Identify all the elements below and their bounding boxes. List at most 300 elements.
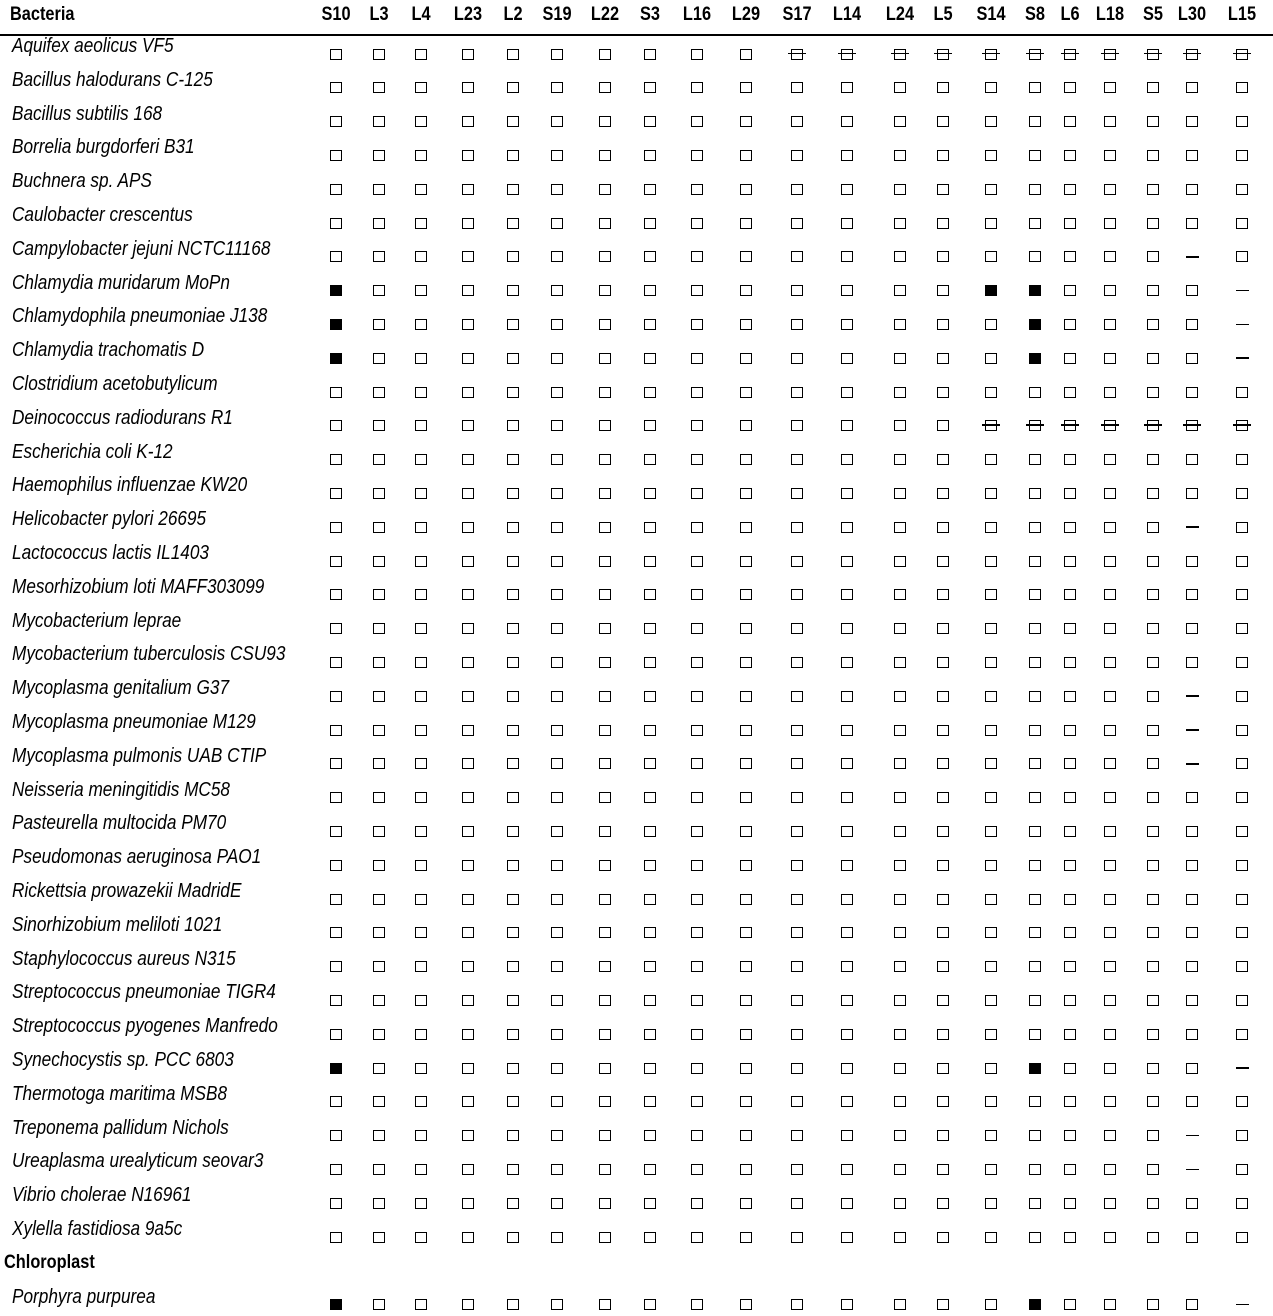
cell-empty (462, 387, 474, 398)
cell-empty (791, 488, 803, 499)
cell-empty (330, 1164, 342, 1175)
cell-empty (599, 184, 611, 195)
cell-empty (415, 218, 427, 229)
cell-empty (937, 961, 949, 972)
cell-empty (791, 82, 803, 93)
cell-empty (985, 556, 997, 567)
cell-empty (1104, 1299, 1116, 1310)
cell-empty (1064, 319, 1076, 330)
cell-empty (551, 995, 563, 1006)
cell-empty (937, 894, 949, 905)
cell-empty (644, 488, 656, 499)
cell-empty (1064, 995, 1076, 1006)
cell-empty (599, 522, 611, 533)
cell-empty (740, 826, 752, 837)
cell-empty (551, 1096, 563, 1107)
cell-empty (937, 488, 949, 499)
cell-empty (1147, 285, 1159, 296)
cell-empty (791, 589, 803, 600)
cell-empty (791, 657, 803, 668)
cell-empty (1104, 691, 1116, 702)
cell-empty (1236, 82, 1248, 93)
cell-empty (1029, 758, 1041, 769)
cell-empty (1236, 826, 1248, 837)
cell-empty (1236, 1198, 1248, 1209)
cell-empty (373, 725, 385, 736)
row-label: Clostridium acetobutylicum (12, 373, 218, 395)
cell-empty (415, 657, 427, 668)
cell-empty (1029, 1232, 1041, 1243)
cell-empty (1104, 387, 1116, 398)
cell-empty (841, 420, 853, 431)
cell-empty (462, 488, 474, 499)
cell-empty (740, 49, 752, 60)
cell-empty (937, 1130, 949, 1141)
cell-empty (1104, 454, 1116, 465)
cell-empty (740, 1198, 752, 1209)
cell-empty (791, 995, 803, 1006)
cell-empty (1186, 1096, 1198, 1107)
column-header: L24 (885, 4, 915, 25)
cell-empty (1029, 860, 1041, 871)
cell-empty (507, 1029, 519, 1040)
cell-empty (985, 1198, 997, 1209)
cell-empty (644, 1096, 656, 1107)
column-header: S10 (321, 4, 351, 25)
cell-empty (644, 792, 656, 803)
cell-empty (894, 251, 906, 262)
cell-empty (415, 995, 427, 1006)
cell-empty (1186, 826, 1198, 837)
cell-empty (937, 353, 949, 364)
row-label: Mycobacterium leprae (12, 609, 182, 632)
cell-empty (1147, 725, 1159, 736)
column-header: L23 (453, 4, 483, 25)
section-heading: Chloroplast (4, 1251, 95, 1273)
cell-empty (894, 792, 906, 803)
cell-empty (644, 1299, 656, 1310)
cell-empty (1064, 1096, 1076, 1107)
cell-empty (937, 319, 949, 330)
cell-empty (740, 758, 752, 769)
cell-empty (740, 894, 752, 905)
cell-empty (599, 218, 611, 229)
cell-empty (1104, 116, 1116, 127)
cell-empty (740, 488, 752, 499)
cell-empty (894, 894, 906, 905)
cell-empty (1064, 961, 1076, 972)
cell-empty (330, 387, 342, 398)
cell-empty (1147, 1096, 1159, 1107)
cell-empty (985, 150, 997, 161)
cell-empty (1029, 623, 1041, 634)
cell-empty (1029, 894, 1041, 905)
cell-dash (1186, 695, 1199, 697)
cell-empty (937, 387, 949, 398)
cell-empty (644, 116, 656, 127)
cell-empty (644, 961, 656, 972)
cell-empty (415, 1096, 427, 1107)
cell-empty (373, 1232, 385, 1243)
cell-empty (1236, 522, 1248, 533)
cell-empty (1186, 1029, 1198, 1040)
cell-empty (330, 251, 342, 262)
cell-empty (1064, 860, 1076, 871)
cell-empty (507, 657, 519, 668)
cell-struck (937, 49, 949, 60)
cell-empty (985, 184, 997, 195)
cell-empty (1236, 1232, 1248, 1243)
cell-empty (373, 218, 385, 229)
cell-empty (894, 1096, 906, 1107)
cell-empty (791, 1096, 803, 1107)
cell-empty (551, 1299, 563, 1310)
column-header: S19 (542, 4, 572, 25)
cell-empty (1104, 860, 1116, 871)
column-header: S14 (976, 4, 1006, 25)
cell-empty (791, 1232, 803, 1243)
cell-empty (691, 1130, 703, 1141)
cell-empty (985, 589, 997, 600)
cell-empty (462, 995, 474, 1006)
row-label: Pseudomonas aeruginosa PAO1 (12, 846, 262, 869)
cell-empty (507, 1232, 519, 1243)
cell-empty (462, 1029, 474, 1040)
cell-empty (644, 150, 656, 161)
cell-empty (599, 826, 611, 837)
cell-empty (415, 82, 427, 93)
cell-empty (644, 319, 656, 330)
cell-empty (373, 251, 385, 262)
row-label: Treponema pallidum Nichols (12, 1116, 229, 1139)
cell-empty (985, 488, 997, 499)
cell-empty (791, 556, 803, 567)
cell-empty (691, 961, 703, 972)
cell-empty (599, 894, 611, 905)
cell-empty (1064, 251, 1076, 262)
cell-empty (599, 454, 611, 465)
cell-empty (1064, 353, 1076, 364)
cell-empty (462, 116, 474, 127)
cell-empty (1186, 82, 1198, 93)
cell-struck (1147, 420, 1159, 431)
cell-empty (462, 218, 474, 229)
cell-empty (1064, 488, 1076, 499)
cell-empty (691, 49, 703, 60)
cell-empty (894, 1063, 906, 1074)
cell-empty (599, 1063, 611, 1074)
cell-empty (691, 488, 703, 499)
cell-filled (330, 285, 342, 296)
cell-empty (330, 792, 342, 803)
cell-empty (841, 488, 853, 499)
cell-dash (1186, 1135, 1199, 1137)
cell-empty (691, 826, 703, 837)
cell-empty (691, 116, 703, 127)
cell-dash (1236, 1304, 1249, 1306)
cell-empty (894, 589, 906, 600)
cell-empty (507, 353, 519, 364)
cell-empty (1236, 1029, 1248, 1040)
cell-empty (599, 556, 611, 567)
cell-empty (740, 218, 752, 229)
cell-empty (330, 623, 342, 634)
cell-empty (985, 927, 997, 938)
cell-empty (841, 1063, 853, 1074)
cell-empty (1186, 150, 1198, 161)
cell-empty (1029, 725, 1041, 736)
cell-empty (937, 285, 949, 296)
cell-empty (691, 218, 703, 229)
cell-empty (415, 792, 427, 803)
cell-empty (551, 894, 563, 905)
cell-empty (1186, 1063, 1198, 1074)
cell-empty (1064, 623, 1076, 634)
cell-empty (462, 1198, 474, 1209)
cell-empty (937, 218, 949, 229)
row-label: Ureaplasma urealyticum seovar3 (12, 1150, 264, 1173)
cell-empty (1186, 454, 1198, 465)
cell-empty (507, 826, 519, 837)
cell-empty (644, 49, 656, 60)
cell-empty (985, 657, 997, 668)
cell-empty (985, 758, 997, 769)
cell-empty (644, 454, 656, 465)
cell-empty (937, 860, 949, 871)
cell-empty (1104, 353, 1116, 364)
cell-empty (507, 218, 519, 229)
cell-empty (507, 1063, 519, 1074)
cell-empty (740, 961, 752, 972)
cell-empty (1236, 927, 1248, 938)
cell-empty (644, 285, 656, 296)
cell-empty (462, 1130, 474, 1141)
cell-empty (985, 860, 997, 871)
cell-empty (1064, 1232, 1076, 1243)
cell-empty (507, 1130, 519, 1141)
cell-empty (1147, 657, 1159, 668)
cell-empty (462, 961, 474, 972)
cell-empty (415, 116, 427, 127)
cell-empty (691, 184, 703, 195)
cell-empty (599, 488, 611, 499)
cell-empty (1029, 1198, 1041, 1209)
cell-empty (894, 623, 906, 634)
cell-empty (462, 522, 474, 533)
cell-empty (599, 1029, 611, 1040)
cell-empty (462, 1164, 474, 1175)
cell-empty (1147, 1299, 1159, 1310)
cell-empty (1104, 792, 1116, 803)
cell-empty (985, 826, 997, 837)
cell-empty (691, 420, 703, 431)
row-label: Escherichia coli K-12 (12, 440, 173, 463)
cell-empty (507, 488, 519, 499)
column-header: L5 (933, 4, 953, 25)
cell-empty (462, 725, 474, 736)
header-rule (0, 34, 1273, 36)
cell-empty (841, 826, 853, 837)
cell-empty (415, 285, 427, 296)
cell-empty (791, 522, 803, 533)
cell-empty (415, 1029, 427, 1040)
cell-filled (1029, 319, 1041, 330)
cell-empty (894, 420, 906, 431)
cell-empty (1064, 285, 1076, 296)
column-header: L6 (1060, 4, 1080, 25)
cell-empty (373, 623, 385, 634)
cell-empty (373, 961, 385, 972)
cell-empty (1064, 82, 1076, 93)
cell-empty (415, 758, 427, 769)
cell-empty (373, 758, 385, 769)
cell-empty (740, 454, 752, 465)
cell-empty (841, 657, 853, 668)
cell-empty (1029, 1096, 1041, 1107)
cell-empty (462, 826, 474, 837)
cell-empty (791, 1063, 803, 1074)
cell-empty (373, 657, 385, 668)
cell-empty (644, 894, 656, 905)
cell-empty (1104, 522, 1116, 533)
cell-empty (373, 319, 385, 330)
cell-empty (1064, 589, 1076, 600)
row-label: Haemophilus influenzae KW20 (12, 474, 248, 497)
cell-empty (841, 894, 853, 905)
cell-empty (599, 927, 611, 938)
cell-empty (1147, 1198, 1159, 1209)
cell-empty (937, 116, 949, 127)
cell-empty (841, 387, 853, 398)
cell-filled (330, 1063, 342, 1074)
cell-empty (894, 522, 906, 533)
cell-empty (1064, 1198, 1076, 1209)
column-header: L30 (1177, 4, 1207, 25)
cell-empty (1029, 995, 1041, 1006)
cell-empty (1236, 657, 1248, 668)
cell-empty (740, 353, 752, 364)
cell-empty (415, 387, 427, 398)
cell-empty (740, 319, 752, 330)
cell-empty (691, 150, 703, 161)
cell-empty (373, 285, 385, 296)
cell-empty (894, 353, 906, 364)
column-header: L22 (590, 4, 620, 25)
cell-empty (894, 82, 906, 93)
row-label: Bacillus subtilis 168 (12, 102, 163, 125)
cell-empty (551, 488, 563, 499)
cell-empty (373, 1130, 385, 1141)
cell-empty (1147, 691, 1159, 702)
cell-empty (1236, 251, 1248, 262)
cell-empty (691, 251, 703, 262)
cell-filled (1029, 353, 1041, 364)
cell-empty (1104, 1164, 1116, 1175)
cell-empty (791, 961, 803, 972)
cell-empty (462, 184, 474, 195)
cell-empty (791, 691, 803, 702)
cell-empty (1104, 927, 1116, 938)
row-label: Lactococcus lactis IL1403 (12, 542, 209, 564)
cell-empty (644, 1232, 656, 1243)
cell-empty (1104, 488, 1116, 499)
cell-empty (551, 1164, 563, 1175)
cell-empty (644, 826, 656, 837)
cell-empty (1064, 691, 1076, 702)
cell-empty (507, 758, 519, 769)
cell-empty (507, 860, 519, 871)
cell-empty (415, 454, 427, 465)
cell-empty (330, 1198, 342, 1209)
cell-struck (1104, 420, 1116, 431)
cell-empty (330, 1232, 342, 1243)
cell-empty (462, 1063, 474, 1074)
cell-empty (1186, 488, 1198, 499)
cell-empty (894, 150, 906, 161)
cell-empty (985, 387, 997, 398)
cell-empty (330, 556, 342, 567)
cell-empty (1186, 927, 1198, 938)
cell-empty (894, 387, 906, 398)
cell-empty (1029, 184, 1041, 195)
cell-empty (462, 1096, 474, 1107)
cell-empty (1104, 1096, 1116, 1107)
cell-empty (1186, 1299, 1198, 1310)
cell-empty (937, 1063, 949, 1074)
cell-empty (599, 995, 611, 1006)
cell-empty (644, 725, 656, 736)
cell-empty (644, 758, 656, 769)
cell-empty (841, 454, 853, 465)
cell-empty (791, 758, 803, 769)
cell-empty (691, 1198, 703, 1209)
cell-empty (1236, 860, 1248, 871)
cell-empty (894, 995, 906, 1006)
column-header: S8 (1025, 4, 1045, 25)
cell-empty (1236, 454, 1248, 465)
cell-empty (462, 792, 474, 803)
cell-empty (1029, 454, 1041, 465)
cell-empty (1186, 623, 1198, 634)
row-label: Mycobacterium tuberculosis CSU93 (12, 643, 286, 666)
cell-empty (740, 251, 752, 262)
cell-empty (791, 387, 803, 398)
row-label: Mycoplasma pneumoniae M129 (12, 711, 256, 733)
cell-empty (691, 995, 703, 1006)
cell-empty (791, 826, 803, 837)
cell-empty (791, 1029, 803, 1040)
cell-empty (644, 1164, 656, 1175)
cell-empty (373, 691, 385, 702)
cell-empty (1147, 961, 1159, 972)
cell-empty (1104, 251, 1116, 262)
cell-empty (985, 1164, 997, 1175)
cell-empty (507, 150, 519, 161)
cell-empty (1186, 995, 1198, 1006)
cell-empty (740, 522, 752, 533)
cell-empty (1147, 1130, 1159, 1141)
cell-empty (507, 792, 519, 803)
cell-empty (691, 1164, 703, 1175)
cell-empty (551, 49, 563, 60)
cell-empty (373, 826, 385, 837)
cell-empty (330, 725, 342, 736)
cell-empty (551, 1130, 563, 1141)
cell-empty (1147, 758, 1159, 769)
cell-empty (599, 961, 611, 972)
cell-dash (1186, 526, 1199, 528)
cell-empty (644, 1029, 656, 1040)
